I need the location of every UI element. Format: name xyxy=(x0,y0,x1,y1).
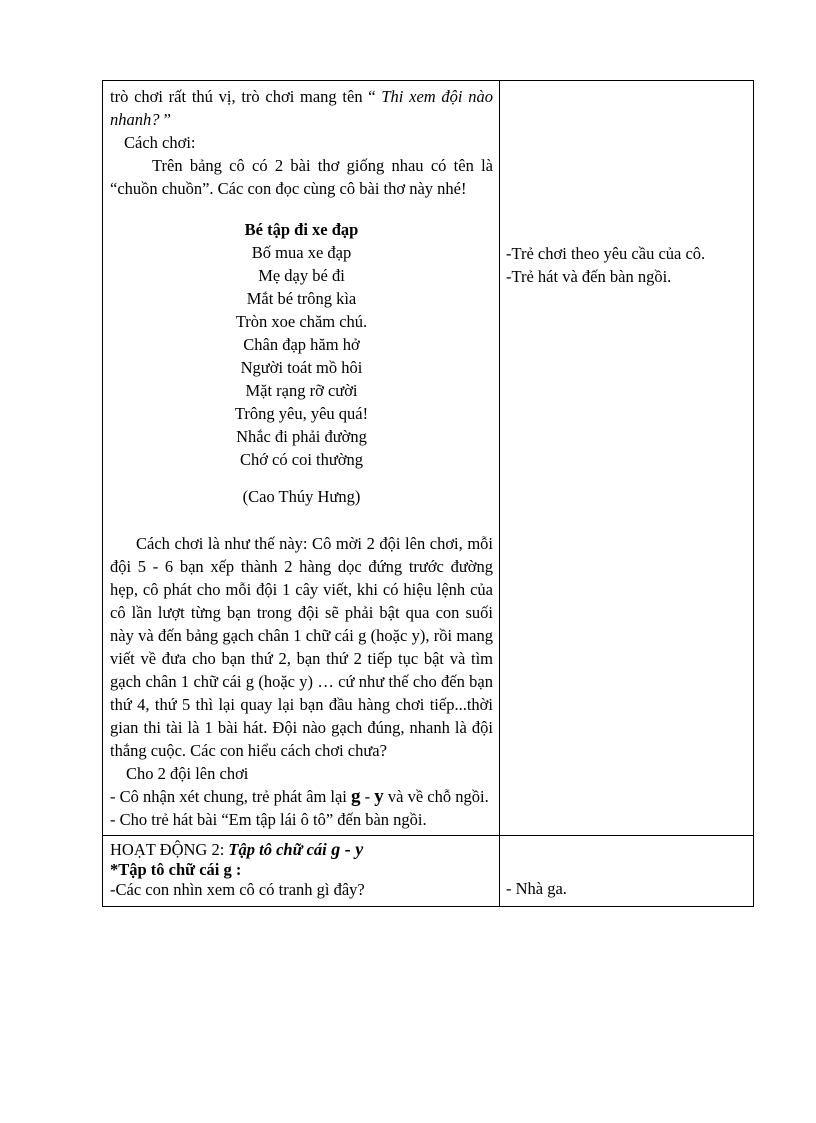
poem-line: Tròn xoe chăm chú. xyxy=(235,312,368,331)
activity-title: Tập tô chữ cái xyxy=(228,840,327,859)
sub-heading: *Tập tô chữ cái g : xyxy=(110,860,242,879)
game-intro: trò chơi rất thú vị, trò chơi mang tên “ Thi xem đội nào nhanh? ” xyxy=(110,87,493,129)
activity-cell xyxy=(103,81,500,836)
review-text: - Cô nhận xét chung, trẻ phát âm lại g - y và về chỗ ngồi. xyxy=(110,786,489,807)
table-row xyxy=(103,836,754,907)
child-activity-cell xyxy=(500,836,754,907)
poem-line: Chớ có coi thường xyxy=(239,450,364,469)
poem-line: Nhắc đi phải đường xyxy=(236,427,367,446)
letter-g: g xyxy=(351,786,361,807)
child-answer: - Nhà ga. xyxy=(506,879,567,898)
poem xyxy=(110,218,493,508)
activity-heading: HOẠT ĐỘNG 2: Tập tô chữ cái g - y xyxy=(110,839,364,859)
poem-author: (Cao Thúy Hưng) xyxy=(242,487,361,506)
poem-line: Trông yêu, yêu quá! xyxy=(234,404,369,423)
poem-title: Bé tập đi xe đạp xyxy=(244,220,359,239)
poem-line: Người toát mồ hôi xyxy=(240,358,363,377)
lesson-plan-table xyxy=(102,80,754,907)
table-row xyxy=(103,81,754,836)
poem-line: Mắt bé trông kìa xyxy=(246,289,357,308)
poem-line: Mẹ dạy bé đi xyxy=(258,266,345,285)
invite-text: Cho 2 đội lên chơi xyxy=(126,764,249,783)
activity-cell xyxy=(103,836,500,907)
poem-line: Chân đạp hăm hở xyxy=(243,335,360,354)
child-activity-cell xyxy=(500,81,754,836)
poem-line: Mặt rạng rỡ cười xyxy=(245,381,358,400)
rules-heading: Cách chơi: xyxy=(124,133,196,152)
teacher-question: -Các con nhìn xem cô có tranh gì đây? xyxy=(110,880,365,899)
child-response: -Trẻ chơi theo yêu cầu của cô. xyxy=(506,244,706,263)
rules-text: Cách chơi là như thế này: Cô mời 2 đội lên chơi, mỗi đội 5 - 6 bạn xếp thành 2 hàng dọc đứng trước đường hẹp, cô phát cho mỗi đội 1 cây viết, khi có hiệu lệnh của cô lần lượt từng bạn trong đội sẽ phải bật qua con suối này và đến bảng gạch chân 1 chữ cái g (hoặc y), rồi mang viết về đưa cho bạn thứ 2, bạn thứ 2 tiếp tục bật và tìm gạch chân 1 chữ cái g (hoặc y) … cứ như thế cho đến bạn thứ 4, thứ 5 thì lại quay lại bạn đầu hàng chơi tiếp...thời gian thi tài là 1 bài hát. Đội nào gạch đúng, nhanh là đội thắng cuộc. Các con hiểu cách chơi chưa? xyxy=(110,534,493,760)
intro-text: Trên bảng cô có 2 bài thơ giống nhau có tên là “chuồn chuồn”. Các con đọc cùng cô bài thơ này nhé! xyxy=(110,156,493,198)
song-text: - Cho trẻ hát bài “Em tập lái ô tô” đến bàn ngồi. xyxy=(110,810,427,829)
game-title: Thi xem đội nào nhanh? xyxy=(110,87,493,129)
poem-line: Bố mua xe đạp xyxy=(251,243,352,262)
activity-letters: g - y xyxy=(326,839,364,859)
child-response: -Trẻ hát và đến bàn ngồi. xyxy=(506,267,672,286)
letter-y: y xyxy=(374,786,384,807)
